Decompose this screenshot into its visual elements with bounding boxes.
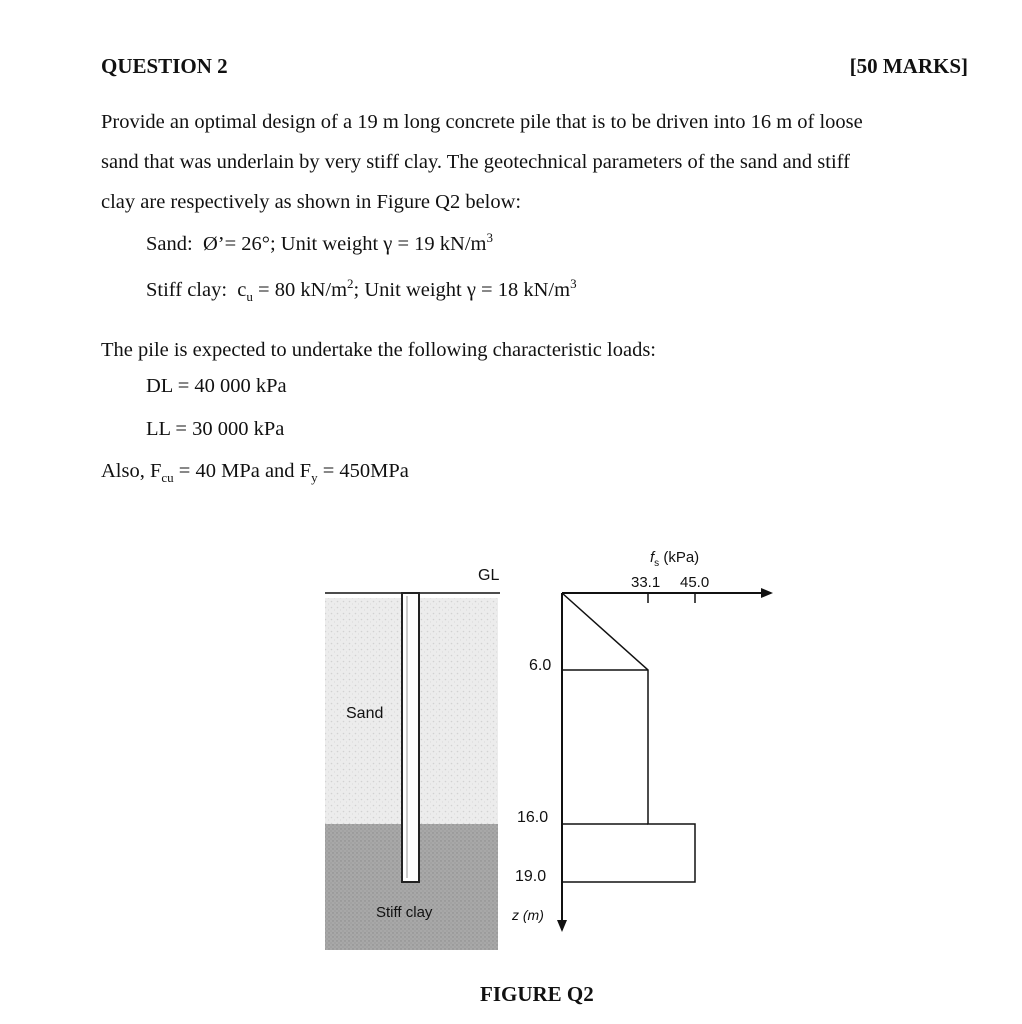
clay-cu-value: = 80 kN/m (252, 278, 348, 301)
pile (402, 593, 419, 882)
sand-unit-exp: 3 (486, 230, 493, 245)
live-load: LL = 30 000 kPa (146, 418, 285, 440)
clay-cu-symbol: c (237, 278, 247, 301)
sand-phi: Ø’= 26°; (202, 232, 276, 255)
materials-prefix: Also, F (101, 460, 162, 482)
tick-label-1: 33.1 (631, 574, 661, 591)
clay-cu-sub: u (246, 288, 253, 304)
depth-label-19: 19.0 (515, 868, 547, 885)
clay-unit-weight: Unit weight γ = 18 kN/m (364, 278, 571, 301)
intro-line-1: Provide an optimal design of a 19 m long concrete pile that is to be driven into 16 m of loose (101, 111, 863, 133)
axis-title: $f_s$ (kPa) (650, 549, 700, 569)
fy-value: = 450MPa (317, 460, 409, 482)
intro-line-2: sand that was underlain by very stiff clay. The geotechnical parameters of the sand and stiff (101, 151, 850, 173)
dead-load: DL = 40 000 kPa (146, 375, 287, 397)
clay-cu-sep: ; (353, 278, 360, 301)
gl-label: GL (478, 567, 500, 584)
fs-profile (562, 593, 695, 882)
intro-line-3: clay are respectively as shown in Figure Q2 below: (101, 191, 522, 213)
question-title: QUESTION 2 (101, 54, 228, 78)
fy-sub: y (311, 470, 318, 486)
z-axis-label: z (m) (512, 907, 544, 923)
figure-caption: FIGURE Q2 (480, 982, 594, 1006)
marks-label: [50 MARKS] (849, 54, 968, 78)
sand-label: Sand: (146, 232, 193, 255)
fcu-sub: cu (161, 470, 174, 486)
depth-label-16: 16.0 (517, 809, 549, 826)
sand-label: Sand (346, 705, 384, 722)
clay-label: Stiff clay (376, 904, 433, 921)
fcu-value: = 40 MPa and F (173, 460, 312, 482)
loads-intro: The pile is expected to undertake the following characteristic loads: (101, 339, 657, 361)
depth-label-6: 6.0 (529, 657, 552, 674)
clay-cu-exp: 2 (347, 276, 354, 291)
clay-label: Stiff clay: (146, 278, 228, 301)
clay-unit-exp: 3 (570, 276, 577, 291)
tick-label-2: 45.0 (680, 574, 710, 591)
sand-unit-weight: Unit weight γ = 19 kN/m (280, 232, 487, 255)
